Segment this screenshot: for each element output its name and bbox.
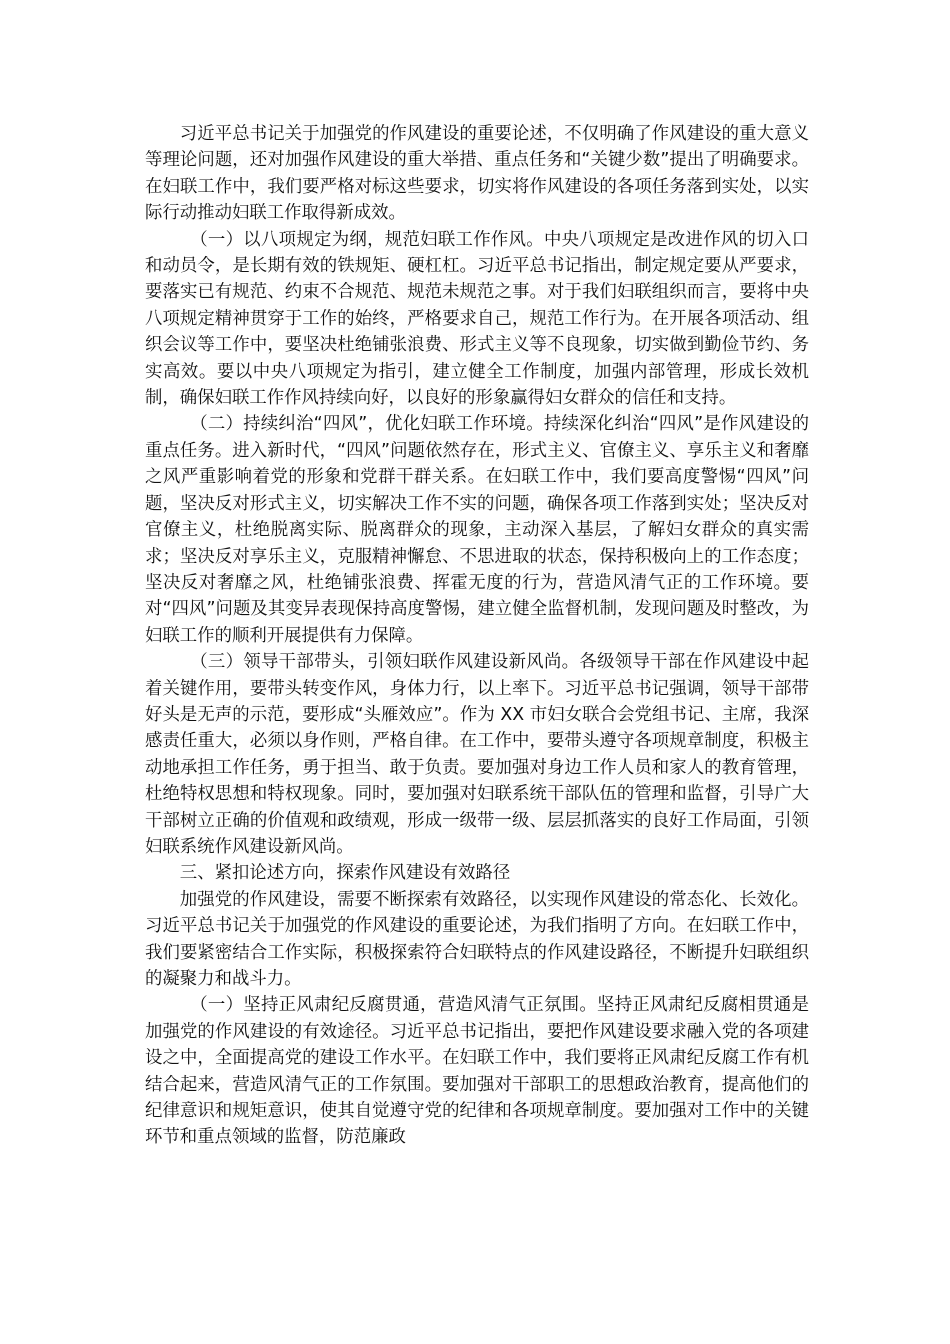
- intro-paragraph: 习近平总书记关于加强党的作风建设的重要论述，不仅明确了作风建设的重大意义等理论问题，还对加强作风建设的重大举措、重点任务和“关键少数”提出了明确要求。在妇联工作中，我们要严格对标这些要求，切实将作风建设的各项任务落到实处，以实际行动推动妇联工作取得新成效。: [145, 124, 809, 224]
- section-3-heading: 三、紧扣论述方向，探索作风建设有效路径: [179, 863, 511, 884]
- section-3-intro-paragraph: 加强党的作风建设，需要不断探索有效路径，以实现作风建设的常态化、长效化。习近平总书记关于加强党的作风建设的重要论述，为我们指明了方向。在妇联工作中，我们要紧密结合工作实际，积极探索符合妇联特点的作风建设路径，不断提升妇联组织的凝聚力和战斗力。: [145, 889, 809, 989]
- section-2-item-3-paragraph: （三）领导干部带头，引领妇联作风建设新风尚。各级领导干部在作风建设中起着关键作用，要带头转变作风，身体力行，以上率下。习近平总书记强调，领导干部带好头是无声的示范，要形成“头雁效应”。作为 XX 市妇女联合会党组书记、主席，我深感责任重大，必须以身作则，严格自律。在工作中，要带头遵守各项规章制度，积极主动地承担工作任务，勇于担当、敢于负责。要加强对身边工作人员和家人的教育管理，杜绝特权思想和特权现象。同时，要加强对妇联系统干部队伍的管理和监督，引导广大干部树立正确的价值观和政绩观，形成一级带一级、层层抓落实的良好工作局面，引领妇联系统作风建设新风尚。: [145, 652, 809, 857]
- document-body: [145, 121, 809, 1151]
- section-2-item-2-paragraph: （二）持续纠治“四风”，优化妇联工作环境。持续深化纠治“四风”是作风建设的重点任务。进入新时代，“四风”问题依然存在，形式主义、官僚主义、享乐主义和奢靡之风严重影响着党的形象和党群干群关系。在妇联工作中，我们要高度警惕“四风”问题，坚决反对形式主义，切实解决工作不实的问题，确保各项工作落到实处；坚决反对官僚主义，杜绝脱离实际、脱离群众的现象，主动深入基层，了解妇女群众的真实需求；坚决反对享乐主义，克服精神懈怠、不思进取的状态，保持积极向上的工作态度；坚决反对奢靡之风，杜绝铺张浪费、挥霍无度的行为，营造风清气正的工作环境。要对“四风”问题及其变异表现保持高度警惕，建立健全监督机制，发现问题及时整改，为妇联工作的顺利开展提供有力保障。: [145, 414, 809, 646]
- section-2-item-1-paragraph: （一）以八项规定为纲，规范妇联工作作风。中央八项规定是改进作风的切入口和动员令，是长期有效的铁规矩、硬杠杠。习近平总书记指出，制定规定要从严要求，要落实已有规范、约束不合规范、规范未规范之事。对于我们妇联组织而言，要将中央八项规定精神贯穿于工作的始终，严格要求自己，规范工作行为。在开展各项活动、组织会议等工作中，要坚决杜绝铺张浪费、形式主义等不良现象，切实做到勤俭节约、务实高效。要以中央八项规定为指引，建立健全工作制度，加强内部管理，形成长效机制，确保妇联工作作风持续向好，以良好的形象赢得妇女群众的信任和支持。: [145, 229, 809, 409]
- section-3-item-1-paragraph: （一）坚持正风肃纪反腐贯通，营造风清气正氛围。坚持正风肃纪反腐相贯通是加强党的作风建设的有效途径。习近平总书记指出，要把作风建设要求融入党的各项建设之中，全面提高党的建设工作水平。在妇联工作中，我们要将正风肃纪反腐工作有机结合起来，营造风清气正的工作氛围。要加强对干部职工的思想政治教育，提高他们的纪律意识和规矩意识，使其自觉遵守党的纪律和各项规章制度。要加强对工作中的关键环节和重点领域的监督，防范廉政: [145, 995, 809, 1148]
